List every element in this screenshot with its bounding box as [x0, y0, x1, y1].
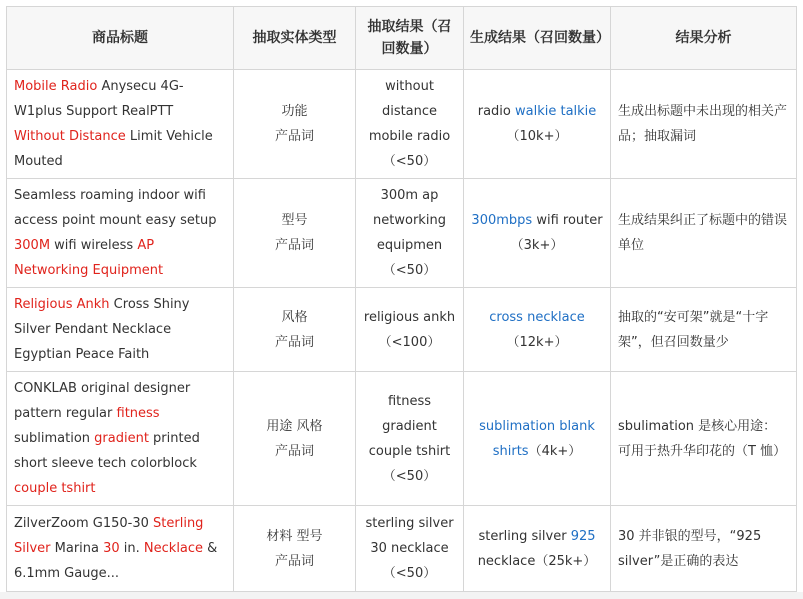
highlight-blue-text: cross necklace	[489, 309, 585, 325]
cell-extract	[356, 372, 464, 506]
header-generate-result: 生成结果（召回数量）	[464, 7, 611, 70]
cell-line: equipmen	[376, 238, 443, 253]
cell-line: （<100）	[378, 334, 441, 350]
cell-analysis: sbulimation 是核心用途：可用于热升华印花的（T 恤）	[611, 372, 797, 506]
plain-text: sublimation	[14, 431, 95, 446]
highlight-blue-text: 300mbps	[471, 213, 533, 228]
cell-entity	[234, 179, 356, 288]
plain-text: Anysecu 4G-W1plus Support RealPTT	[14, 79, 184, 119]
cell-entity	[234, 70, 356, 179]
cell-line: 功能	[281, 104, 308, 119]
plain-text: Seamless roaming indoor wifi access point mount easy setup	[14, 188, 217, 228]
highlight-red-text: couple tshirt	[14, 481, 96, 496]
cell-line: 产品词	[274, 443, 314, 459]
cell-generate	[464, 179, 611, 288]
highlight-blue-text: 925	[570, 528, 596, 544]
cell-title	[7, 372, 234, 506]
plain-text: radio	[477, 104, 515, 119]
highlight-red-text: fitness	[116, 406, 160, 421]
plain-text: ZilverZoom G150-30	[14, 516, 154, 531]
cell-generate	[464, 70, 611, 179]
header-extract-result: 抽取结果（召回数量）	[356, 7, 464, 70]
highlight-red-text: Religious Ankh	[14, 297, 110, 312]
cell-line: networking	[373, 213, 446, 228]
cell-line: 产品词	[274, 334, 314, 350]
cell-entity	[234, 288, 356, 372]
cell-entity	[234, 506, 356, 592]
cell-analysis: 抽取的“安可架”就是“十字架”，但召回数量少	[611, 288, 797, 372]
plain-text: printed short sleeve tech colorblock	[14, 431, 200, 471]
cell-title	[7, 70, 234, 179]
table-row	[7, 288, 797, 372]
plain-text: necklace（25k+）	[477, 553, 597, 569]
header-product-title: 商品标题	[7, 7, 234, 70]
highlight-red-text: Sterling Silver	[14, 516, 204, 556]
cell-extract	[356, 70, 464, 179]
cell-extract	[356, 179, 464, 288]
cell-line: 产品词	[274, 238, 314, 253]
highlight-blue-text: sublimation blank shirts	[479, 418, 595, 459]
cell-line: fitness	[387, 393, 432, 409]
cell-title	[7, 506, 234, 592]
plain-text: Marina	[50, 541, 104, 556]
comparison-table-wrapper	[6, 6, 796, 592]
cell-extract	[356, 288, 464, 372]
cell-generate	[464, 506, 611, 592]
header-row	[7, 7, 797, 70]
plain-text: （4k+）	[528, 443, 582, 459]
highlight-red-text: Mobile Radio	[14, 79, 98, 94]
plain-text: wifi wireless	[50, 238, 138, 253]
cell-line: distance	[381, 104, 438, 119]
cell-line: 产品词	[274, 553, 314, 569]
cell-line: without	[385, 79, 434, 94]
plain-text: wifi router	[532, 213, 603, 228]
cell-generate	[464, 372, 611, 506]
highlight-red-text: gradient	[94, 431, 149, 446]
cell-entity	[234, 372, 356, 506]
table-body	[7, 70, 797, 592]
cell-line: mobile radio	[368, 129, 451, 144]
table-row	[7, 70, 797, 179]
cell-line: 300m ap	[380, 188, 439, 203]
highlight-red-text: AP Networking Equipment	[14, 238, 164, 278]
highlight-red-text: Without Distance	[14, 129, 126, 144]
cell-extract	[356, 506, 464, 592]
header-entity-type: 抽取实体类型	[234, 7, 356, 70]
cell-line: 型号	[281, 213, 308, 228]
cell-line: couple tshirt	[368, 443, 451, 459]
plain-text: Limit Vehicle Mouted	[14, 129, 213, 169]
cell-analysis: 生成结果纠正了标题中的错误单位	[611, 179, 797, 288]
header-analysis: 结果分析	[611, 7, 797, 70]
bottom-divider	[0, 592, 803, 599]
cell-line: （<50）	[382, 468, 437, 484]
cell-line: 30 necklace	[370, 541, 449, 556]
plain-text: Cross Shiny Silver Pendant Necklace Egyptian Peace Faith	[14, 297, 190, 362]
plain-text: （10k+）	[506, 129, 568, 144]
highlight-blue-text: walkie talkie	[514, 104, 597, 119]
cell-title	[7, 288, 234, 372]
highlight-red-text: 300M	[14, 238, 51, 253]
table-row	[7, 372, 797, 506]
cell-line: （<50）	[382, 566, 437, 581]
highlight-red-text: 30	[103, 541, 120, 556]
cell-line: sterling silver	[365, 516, 454, 531]
cell-line: （<50）	[382, 154, 437, 169]
plain-text: CONKLAB original designer pattern regular	[14, 381, 191, 421]
plain-text: in.	[119, 541, 144, 556]
cell-line: 风格	[281, 309, 308, 325]
table-row	[7, 506, 797, 592]
cell-line: 产品词	[274, 129, 314, 144]
cell-line: religious ankh	[363, 309, 456, 325]
cell-analysis: 30 并非银的型号，“925 silver”是正确的表达	[611, 506, 797, 592]
table-row	[7, 179, 797, 288]
highlight-red-text: Necklace	[143, 541, 204, 556]
cell-line: 用途 风格	[266, 418, 323, 434]
cell-analysis: 生成出标题中未出现的相关产品；抽取漏词	[611, 70, 797, 179]
cell-title	[7, 179, 234, 288]
cell-line: 材料 型号	[266, 528, 323, 544]
cell-line: （<50）	[382, 263, 437, 278]
cell-generate	[464, 288, 611, 372]
cell-line: gradient	[382, 418, 437, 434]
plain-text: （12k+）	[506, 334, 568, 350]
plain-text: & 6.1mm Gauge...	[14, 541, 218, 581]
plain-text: （3k+）	[510, 238, 564, 253]
comparison-table	[6, 6, 797, 592]
plain-text: sterling silver	[478, 528, 571, 544]
